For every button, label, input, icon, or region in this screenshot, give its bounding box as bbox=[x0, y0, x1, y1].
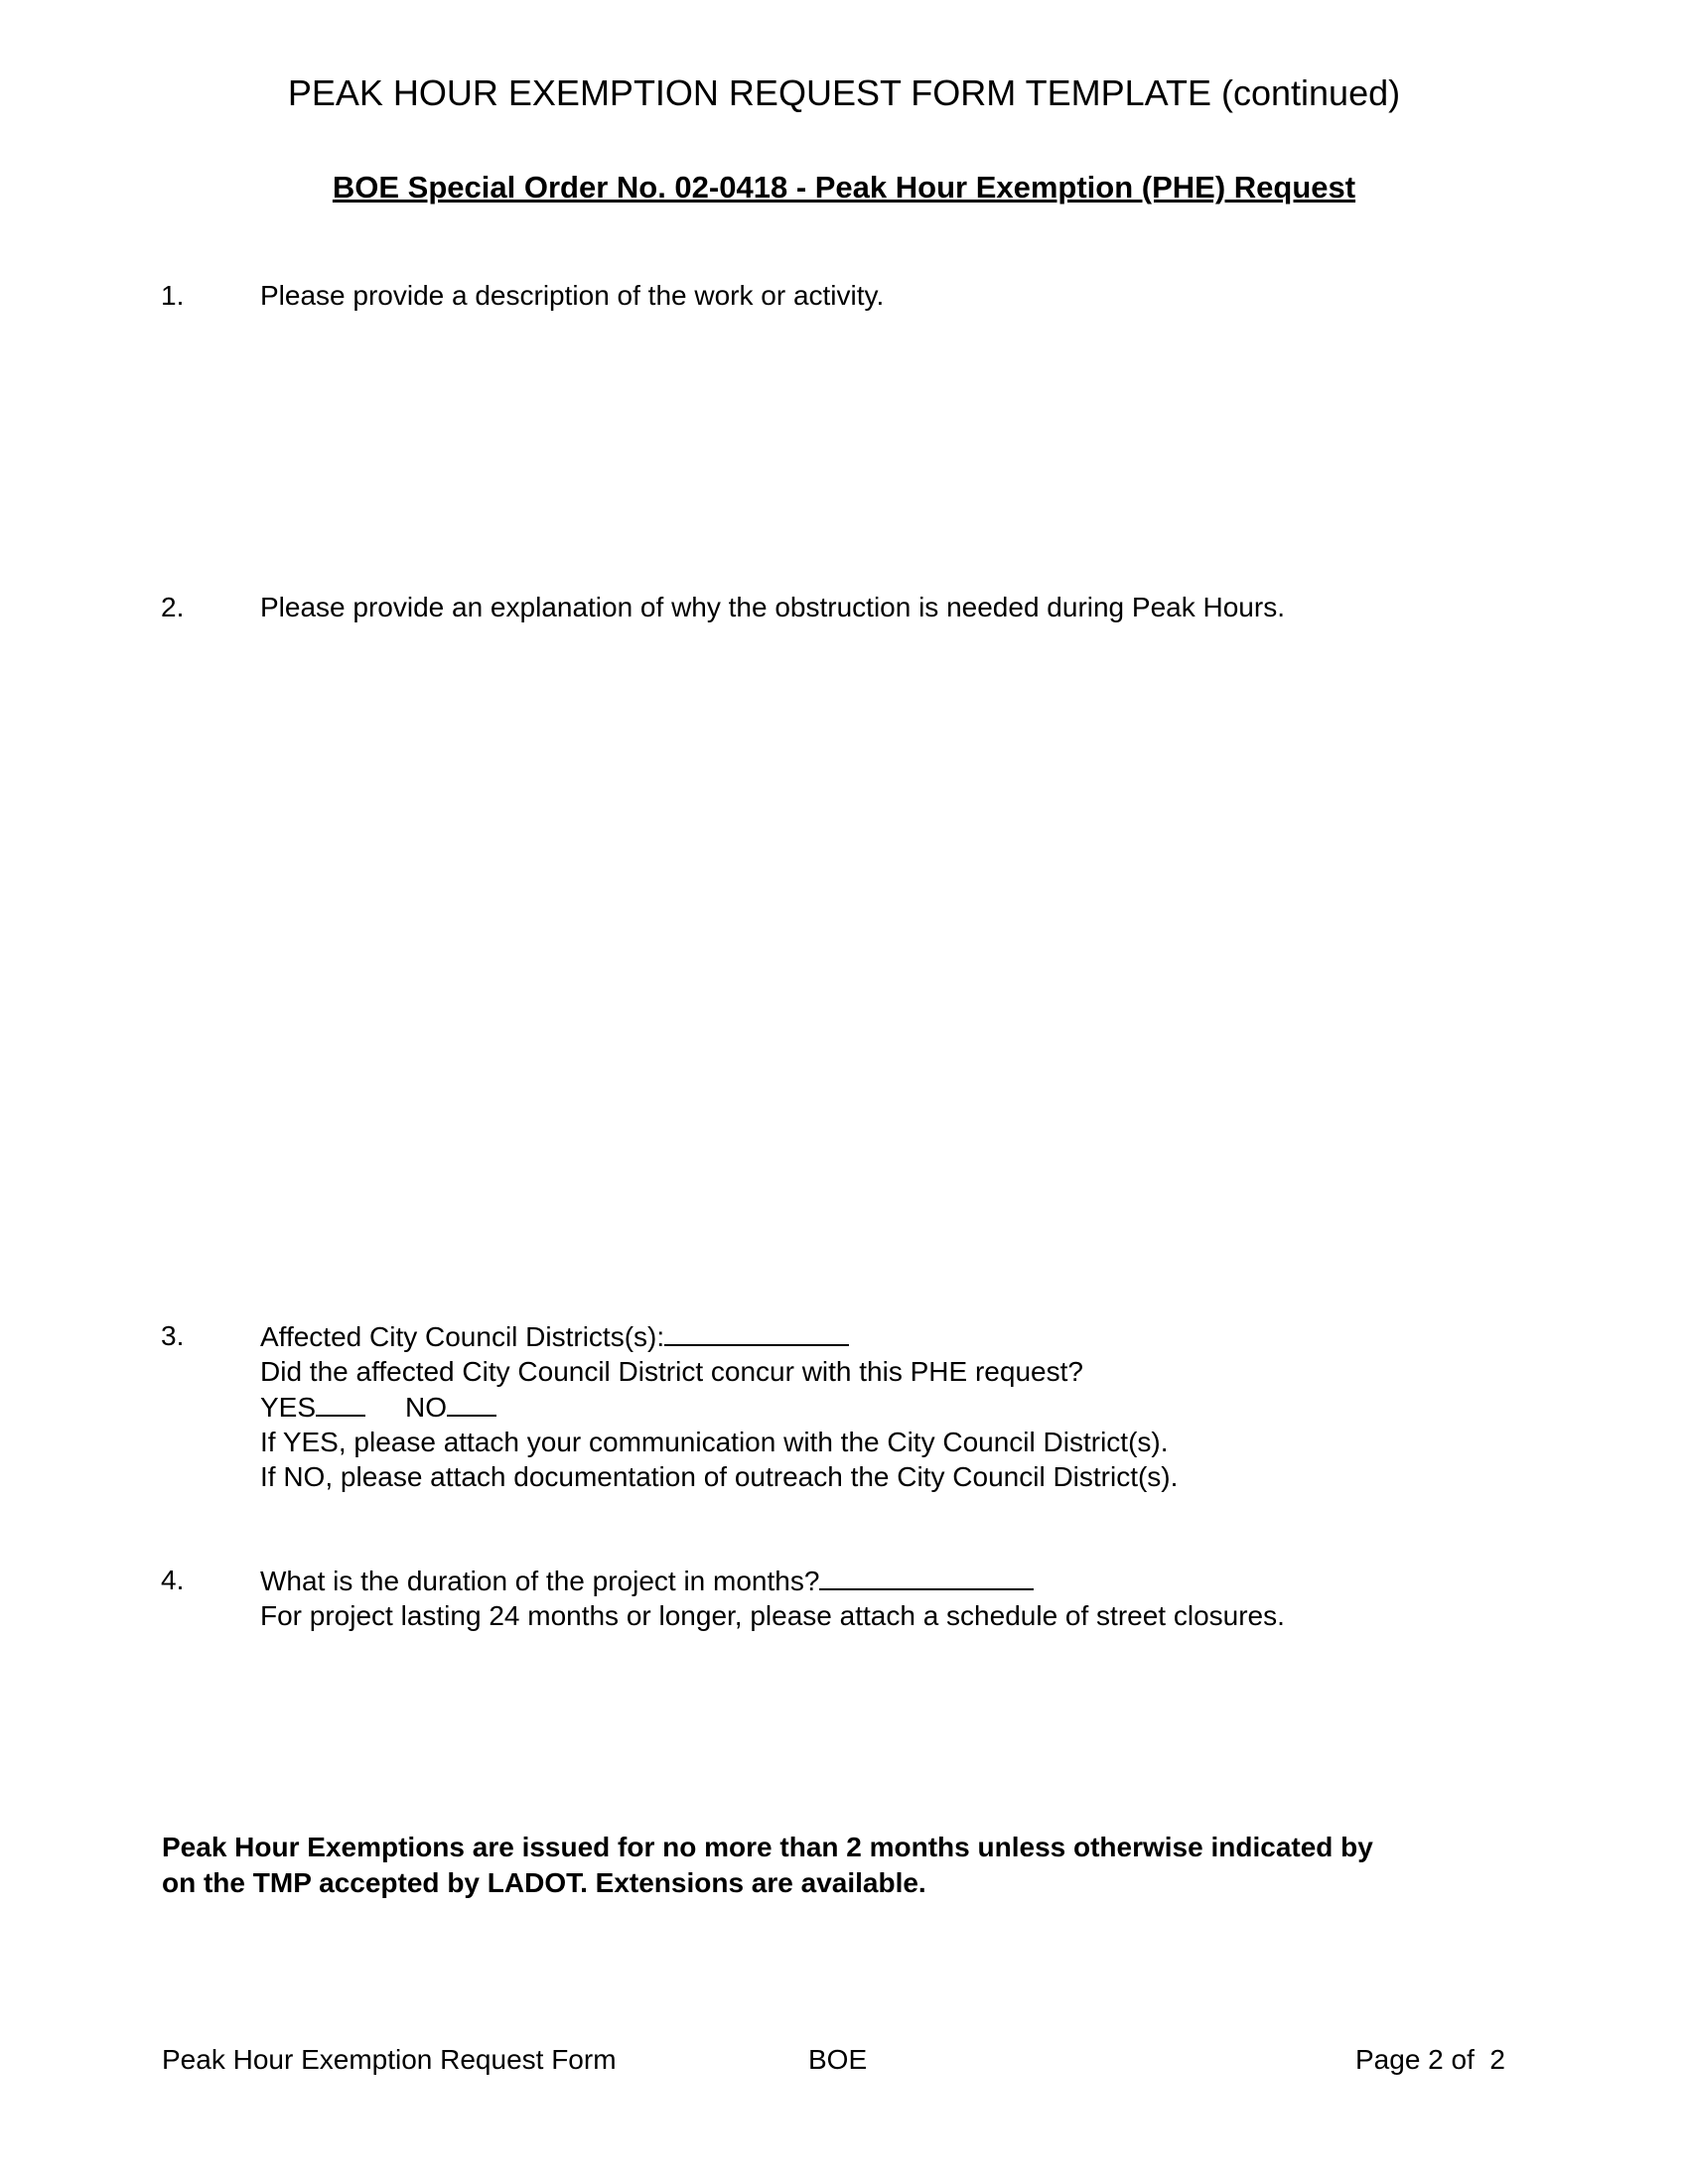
question-text: Please provide an explanation of why the obstruction is needed during Peak Hours. bbox=[260, 592, 1285, 622]
yes-no-line bbox=[260, 1389, 1551, 1425]
page-title: PEAK HOUR EXEMPTION REQUEST FORM TEMPLATE (continued) bbox=[287, 72, 1401, 113]
districts-label: Affected City Council Districts(s): bbox=[260, 1321, 665, 1352]
question-number: 3. bbox=[161, 1320, 185, 1351]
no-label: NO bbox=[405, 1392, 448, 1423]
duration-field[interactable] bbox=[819, 1563, 1034, 1590]
question-number: 2. bbox=[161, 592, 185, 622]
schedule-note: For project lasting 24 months or longer, please attach a schedule of street closures. bbox=[260, 1600, 1285, 1631]
notice-line-2: on the TMP accepted by LADOT. Extensions are available. bbox=[162, 1867, 926, 1898]
if-no-instruction: If NO, please attach documentation of outreach the City Council District(s). bbox=[260, 1461, 1179, 1492]
yes-label: YES bbox=[260, 1392, 317, 1423]
no-field[interactable] bbox=[447, 1389, 496, 1417]
duration-question: What is the duration of the project in months? bbox=[260, 1566, 820, 1596]
concur-question: Did the affected City Council District concur with this PHE request? bbox=[260, 1356, 1083, 1387]
footer-page-number: Page 2 of 2 bbox=[1355, 2044, 1506, 2075]
exemption-notice bbox=[162, 1830, 1552, 1901]
footer-department: BOE bbox=[808, 2044, 868, 2075]
districts-line bbox=[260, 1318, 1551, 1354]
duration-line bbox=[260, 1563, 1551, 1598]
districts-field[interactable] bbox=[664, 1318, 849, 1346]
question-number: 4. bbox=[161, 1565, 185, 1595]
if-yes-instruction: If YES, please attach your communication with the City Council District(s). bbox=[260, 1427, 1169, 1457]
yes-field[interactable] bbox=[316, 1389, 365, 1417]
footer-form-name: Peak Hour Exemption Request Form bbox=[162, 2044, 617, 2075]
question-text: Please provide a description of the work or activity. bbox=[260, 280, 885, 311]
form-subtitle: BOE Special Order No. 02-0418 - Peak Hour Exemption (PHE) Request bbox=[332, 170, 1356, 205]
question-number: 1. bbox=[161, 280, 185, 311]
notice-line-1: Peak Hour Exemptions are issued for no more than 2 months unless otherwise indicated by bbox=[162, 1832, 1373, 1862]
